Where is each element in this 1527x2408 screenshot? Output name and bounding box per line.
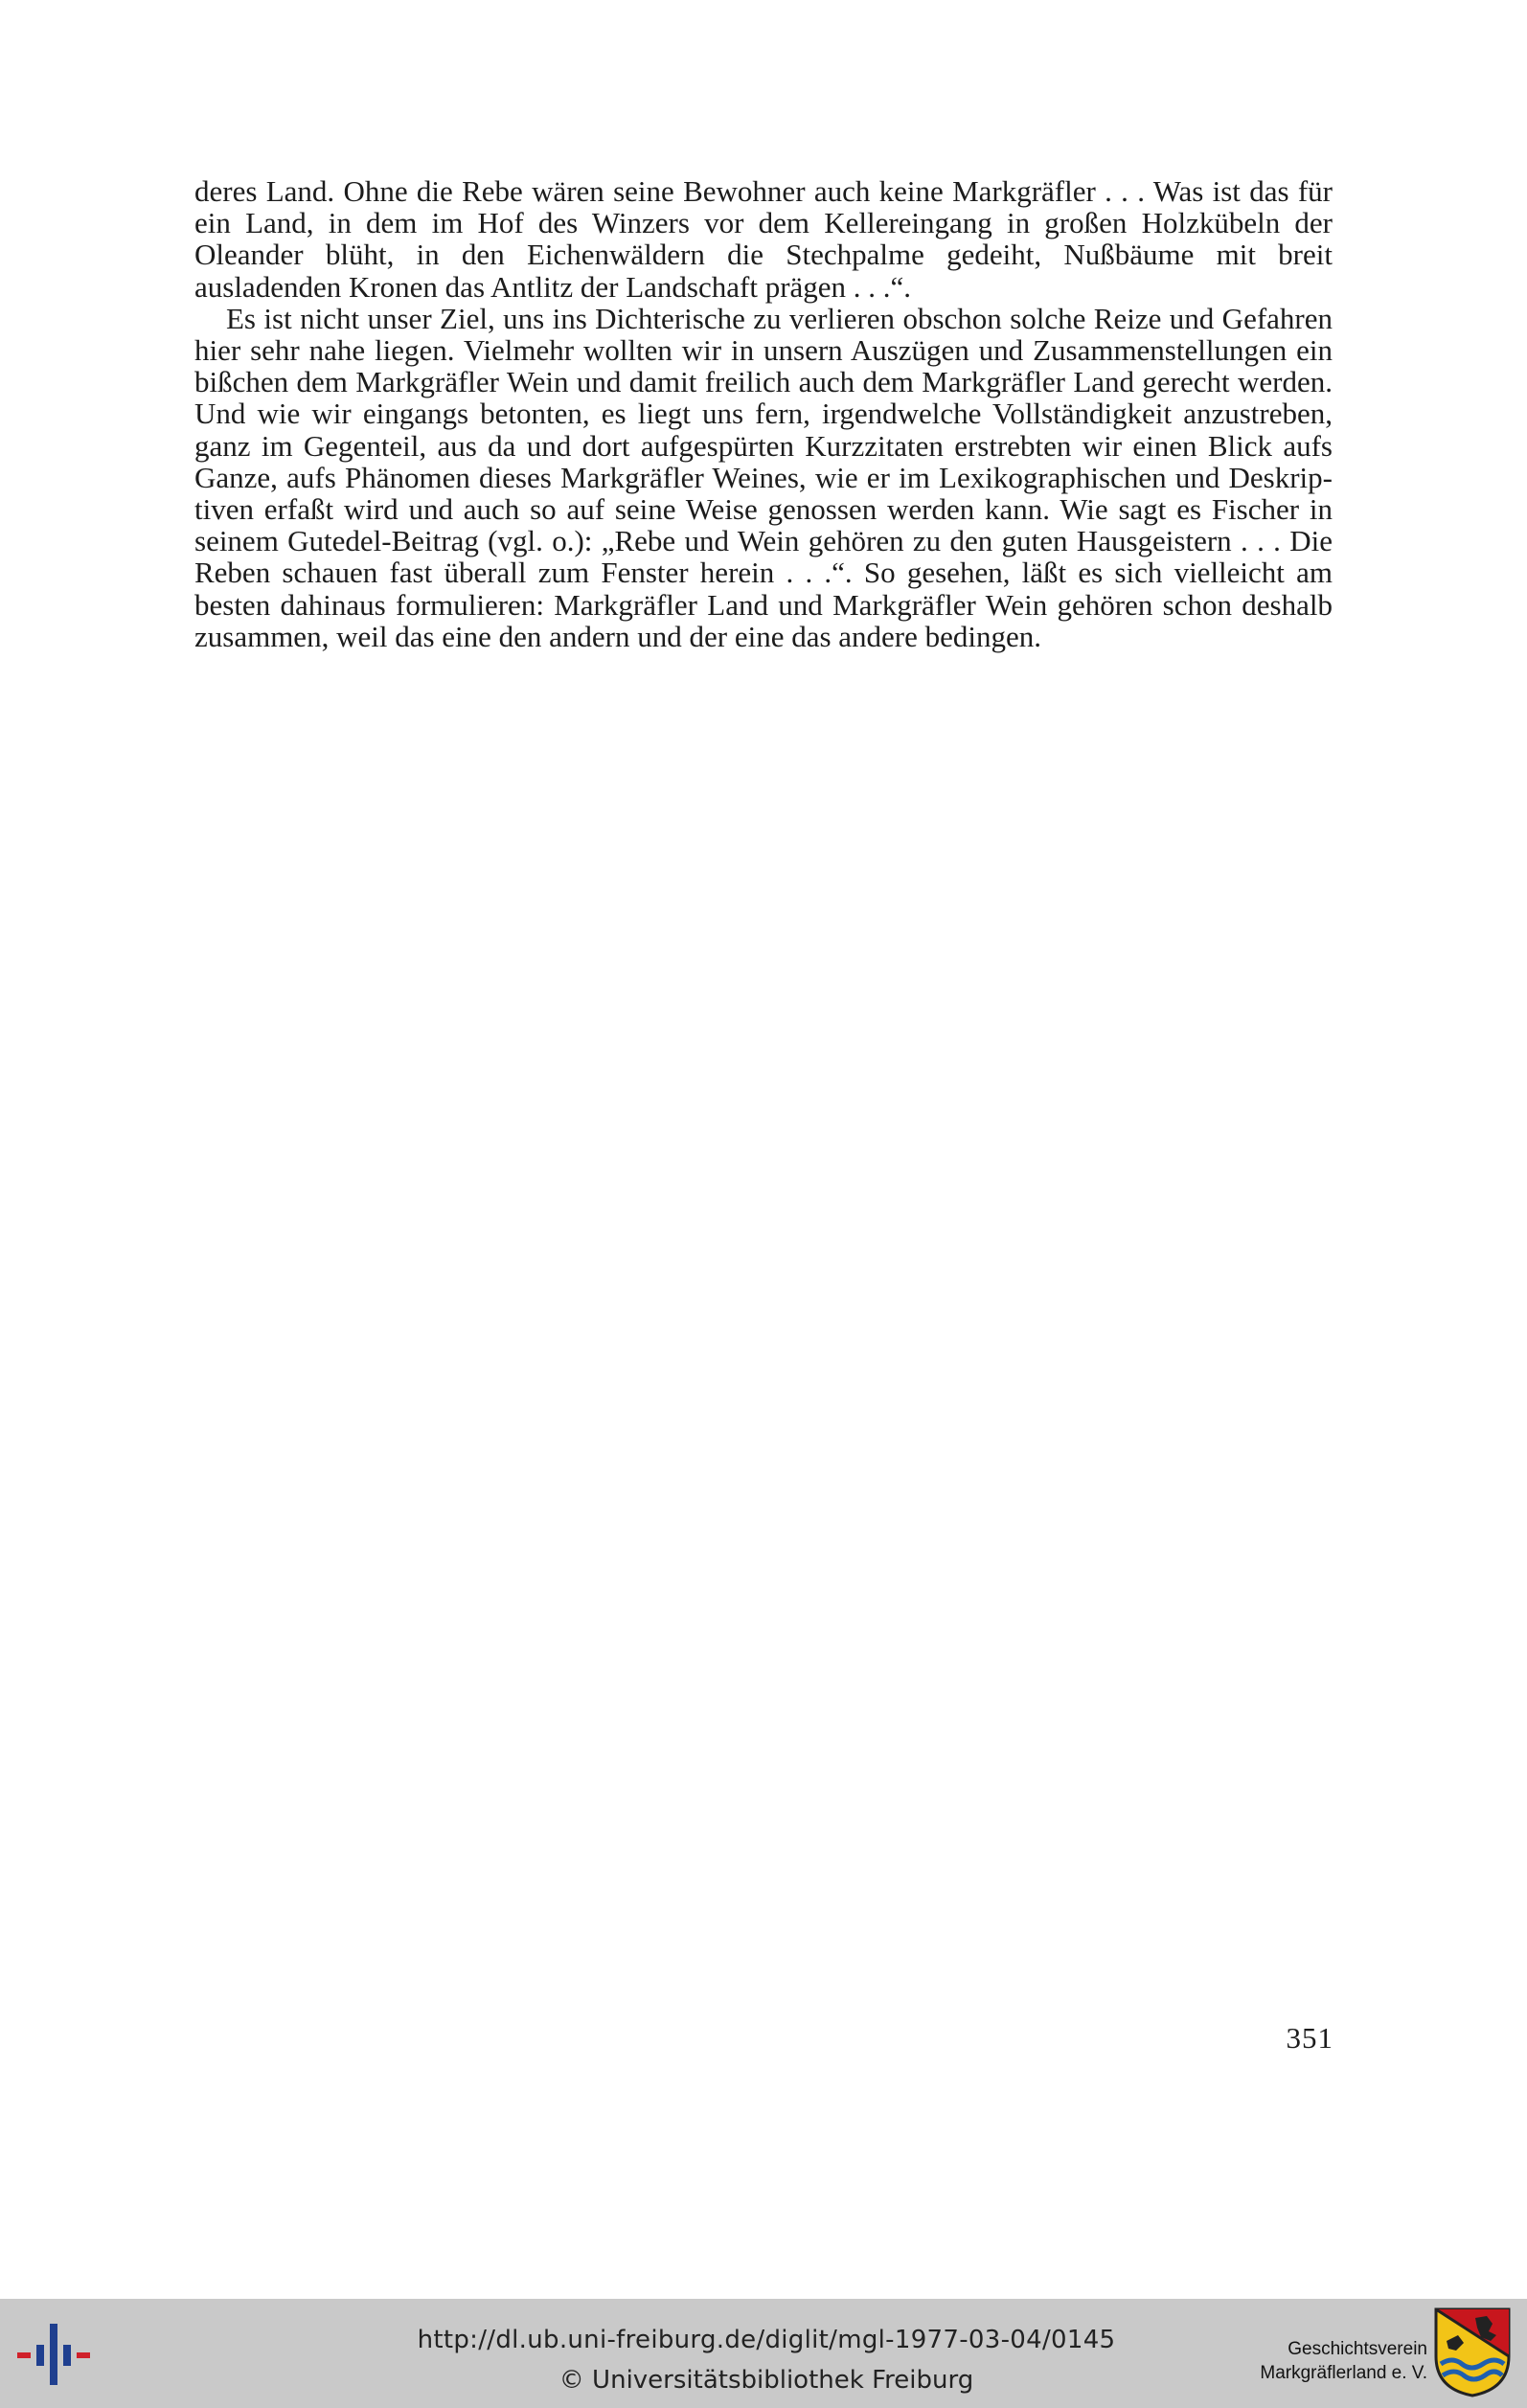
coat-of-arms-icon (1433, 2306, 1512, 2398)
society-name (1217, 2337, 1427, 2385)
document-url-link[interactable]: http://dl.ub.uni-freiburg.de/diglit/mgl-1977-03-04/0145 (417, 2326, 1116, 2354)
ub-freiburg-logo-icon (15, 2314, 102, 2393)
footer-bar (0, 2299, 1527, 2408)
copyright-notice: © Universitätsbibliothek Freiburg (558, 2366, 974, 2395)
page-number: 351 (1286, 2021, 1333, 2055)
paragraph-2: Es ist nicht unser Ziel, uns ins Dichterische zu verlieren obschon solche Reize und Gefahren hier sehr nahe liegen. Vielmehr wollten wir in unsern Auszügen und Zusammenstellungen ein bißchen dem Markgräfler Wein und damit freilich auch dem Markgräfler Land gerecht werden. Und wie wir eingangs betonten, es liegt uns fern, irgendwelche Vollständigkeit anzustreben, ganz im Gegenteil, aus da und dort aufgespürten Kurzzitaten erstrebten wir einen Blick aufs Ganze, aufs Phänomen dieses Markgräfler Weines, wie er im Lexikographischen und Deskriptiven erfaßt wird und auch so auf seine Weise genossen werden kann. Wie sagt es Fischer in seinem Gutedel-Beitrag (vgl. o.): „Rebe und Wein gehören zu den guten Hausgeistern . . . Die Reben schauen fast überall zum Fenster herein . . .“. So gesehen, läßt es sich vielleicht am besten dahinaus formulieren: Markgräfler Land und Markgräfler Wein gehören schon deshalb zusammen, weil das eine den andern und der eine das andere bedingen. (194, 301, 1333, 653)
society-name-line-2: Markgräflerland e. V. (1260, 2363, 1427, 2383)
society-name-line-1: Geschichtsverein (1288, 2339, 1427, 2359)
body-text (194, 175, 1333, 652)
paragraph-1: deres Land. Ohne die Rebe wären seine Bewohner auch keine Markgräfler . . . Was ist das für ein Land, in dem im Hof des Winzers vor dem Kellereingang in großen Holzkübeln der Oleander blüht, in den Eichenwäldern die Stechpalme gedeiht, Nußbäume mit breit ausladenden Kronen das Antlitz der Landschaft prägen . . .“. (194, 174, 1333, 304)
